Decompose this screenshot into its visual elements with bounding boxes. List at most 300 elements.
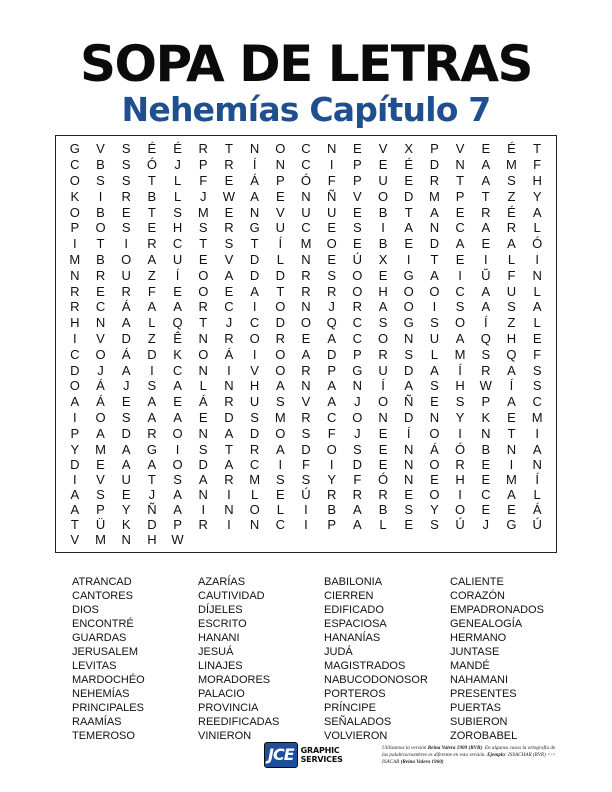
grid-cell[interactable]: É	[507, 204, 516, 220]
grid-cell[interactable]: R	[198, 517, 208, 532]
grid-cell[interactable]: C	[301, 141, 311, 157]
grid-cell[interactable]: E	[481, 472, 491, 487]
grid-cell[interactable]: A	[404, 378, 414, 394]
grid-cell[interactable]: U	[121, 267, 131, 283]
grid-cell[interactable]: Í	[381, 378, 385, 394]
grid-cell[interactable]: S	[121, 141, 131, 157]
grid-cell[interactable]: I	[458, 267, 462, 283]
grid-cell[interactable]: N	[404, 441, 414, 457]
grid-cell[interactable]: O	[69, 172, 80, 188]
grid-cell[interactable]: P	[70, 425, 80, 441]
grid-cell[interactable]: S	[121, 409, 131, 425]
grid-cell[interactable]: R	[198, 299, 208, 315]
grid-cell[interactable]: G	[403, 315, 414, 331]
grid-cell[interactable]: M	[506, 472, 517, 487]
grid-cell[interactable]: S	[481, 346, 491, 362]
grid-cell[interactable]: M	[95, 532, 106, 547]
grid-cell[interactable]: N	[404, 472, 414, 487]
grid-cell[interactable]: T	[147, 472, 156, 487]
grid-cell[interactable]: R	[198, 141, 208, 157]
grid-cell[interactable]: A	[121, 457, 131, 472]
grid-cell[interactable]: R	[326, 283, 337, 299]
grid-cell[interactable]: C	[249, 457, 260, 472]
grid-cell[interactable]: S	[147, 378, 157, 394]
grid-cell[interactable]: E	[378, 267, 388, 283]
grid-cell[interactable]: J	[354, 425, 361, 441]
grid-cell[interactable]: R	[301, 409, 311, 425]
grid-cell[interactable]: E	[327, 251, 336, 267]
grid-cell[interactable]: Í	[483, 315, 488, 331]
grid-cell[interactable]: N	[532, 457, 542, 472]
grid-cell[interactable]: O	[275, 299, 286, 315]
grid-cell[interactable]: D	[404, 362, 414, 378]
grid-cell[interactable]: O	[429, 487, 440, 502]
grid-cell[interactable]: V	[378, 141, 388, 157]
grid-cell[interactable]: O	[249, 502, 260, 517]
grid-cell[interactable]: E	[121, 487, 131, 502]
grid-cell[interactable]: N	[326, 141, 337, 157]
grid-cell[interactable]: T	[507, 425, 516, 441]
grid-cell[interactable]: A	[70, 487, 80, 502]
grid-cell[interactable]: Í	[406, 425, 411, 441]
grid-cell[interactable]: K	[121, 517, 131, 532]
grid-cell[interactable]: Ó	[300, 172, 312, 188]
grid-cell[interactable]: U	[429, 330, 440, 346]
grid-cell[interactable]: S	[198, 220, 208, 236]
grid-cell[interactable]: Z	[147, 267, 156, 283]
grid-cell[interactable]: P	[173, 517, 182, 532]
grid-cell[interactable]: Y	[121, 502, 131, 517]
grid-cell[interactable]: R	[224, 330, 234, 346]
grid-cell[interactable]: Ü	[95, 517, 106, 532]
grid-cell[interactable]: A	[173, 378, 182, 394]
grid-cell[interactable]: R	[326, 487, 337, 502]
grid-cell[interactable]: F	[533, 346, 542, 362]
grid-cell[interactable]: C	[481, 487, 491, 502]
grid-cell[interactable]: Ê	[173, 330, 182, 346]
grid-cell[interactable]: T	[199, 315, 208, 331]
grid-cell[interactable]: H	[532, 172, 542, 188]
grid-cell[interactable]: S	[404, 346, 414, 362]
grid-cell[interactable]: S	[275, 472, 285, 487]
grid-cell[interactable]: V	[96, 472, 105, 487]
grid-cell[interactable]: L	[533, 220, 541, 236]
grid-cell[interactable]: E	[455, 204, 465, 220]
grid-cell[interactable]: A	[147, 299, 157, 315]
grid-cell[interactable]: I	[509, 457, 514, 472]
grid-cell[interactable]: M	[197, 204, 209, 220]
grid-cell[interactable]: Ŭ	[481, 267, 491, 283]
grid-cell[interactable]: C	[95, 299, 106, 315]
grid-cell[interactable]: H	[249, 378, 260, 394]
grid-cell[interactable]: E	[275, 487, 285, 502]
grid-cell[interactable]: Í	[535, 472, 539, 487]
grid-cell[interactable]: R	[224, 394, 234, 410]
grid-cell[interactable]: E	[507, 409, 516, 425]
grid-cell[interactable]: Ñ	[147, 502, 157, 517]
grid-cell[interactable]: T	[147, 172, 156, 188]
grid-cell[interactable]: S	[224, 236, 234, 252]
grid-cell[interactable]: L	[379, 517, 387, 532]
grid-cell[interactable]: D	[249, 267, 260, 283]
grid-cell[interactable]: E	[455, 251, 465, 267]
grid-cell[interactable]: R	[301, 283, 311, 299]
grid-cell[interactable]: N	[95, 315, 106, 331]
grid-cell[interactable]: I	[201, 502, 206, 517]
grid-cell[interactable]: R	[455, 457, 465, 472]
grid-cell[interactable]: A	[430, 204, 439, 220]
grid-cell[interactable]: D	[352, 457, 363, 472]
grid-cell[interactable]: A	[173, 299, 182, 315]
grid-cell[interactable]: G	[249, 220, 260, 236]
grid-cell[interactable]: K	[481, 409, 491, 425]
grid-cell[interactable]: R	[121, 283, 131, 299]
grid-cell[interactable]: H	[378, 283, 388, 299]
grid-cell[interactable]: A	[147, 394, 157, 410]
grid-cell[interactable]: M	[300, 236, 312, 252]
grid-cell[interactable]: O	[95, 346, 106, 362]
grid-cell[interactable]: A	[301, 346, 311, 362]
grid-cell[interactable]: H	[172, 220, 183, 236]
grid-cell[interactable]: D	[275, 267, 285, 283]
grid-cell[interactable]: D	[429, 157, 440, 173]
grid-cell[interactable]: N	[301, 299, 311, 315]
grid-cell[interactable]: H	[70, 315, 80, 331]
grid-cell[interactable]: B	[96, 204, 105, 220]
grid-cell[interactable]: L	[251, 487, 259, 502]
grid-cell[interactable]: Y	[327, 472, 336, 487]
grid-cell[interactable]: T	[250, 236, 259, 252]
grid-cell[interactable]: E	[224, 283, 234, 299]
grid-cell[interactable]: A	[507, 236, 516, 252]
grid-cell[interactable]: H	[506, 330, 517, 346]
grid-cell[interactable]: A	[121, 362, 131, 378]
grid-cell[interactable]: Á	[224, 346, 234, 362]
grid-cell[interactable]: E	[507, 502, 516, 517]
grid-cell[interactable]: R	[249, 441, 260, 457]
grid-cell[interactable]: E	[198, 409, 208, 425]
grid-cell[interactable]: L	[173, 172, 182, 188]
grid-cell[interactable]: L	[430, 346, 439, 362]
grid-cell[interactable]: E	[96, 283, 105, 299]
grid-cell[interactable]: E	[481, 502, 491, 517]
grid-cell[interactable]: O	[377, 330, 389, 346]
grid-cell[interactable]: F	[327, 172, 336, 188]
grid-cell[interactable]: O	[377, 188, 389, 204]
grid-cell[interactable]: I	[535, 425, 539, 441]
grid-cell[interactable]: W	[222, 188, 236, 204]
grid-cell[interactable]: A	[532, 204, 542, 220]
grid-cell[interactable]: P	[353, 172, 362, 188]
grid-cell[interactable]: P	[353, 346, 362, 362]
grid-cell[interactable]: I	[381, 220, 385, 236]
grid-cell[interactable]: O	[377, 394, 389, 410]
grid-cell[interactable]: V	[275, 204, 285, 220]
grid-cell[interactable]: I	[73, 409, 77, 425]
grid-cell[interactable]: I	[329, 457, 334, 472]
grid-cell[interactable]: U	[275, 220, 285, 236]
grid-cell[interactable]: A	[121, 441, 131, 457]
grid-cell[interactable]: I	[73, 236, 77, 252]
grid-cell[interactable]: N	[481, 425, 491, 441]
grid-cell[interactable]: I	[150, 362, 154, 378]
grid-cell[interactable]: O	[172, 457, 183, 472]
grid-cell[interactable]: J	[354, 394, 361, 410]
grid-cell[interactable]: P	[275, 172, 285, 188]
grid-cell[interactable]: S	[430, 517, 439, 532]
grid-cell[interactable]: Á	[198, 394, 208, 410]
grid-cell[interactable]: S	[507, 172, 516, 188]
grid-cell[interactable]: O	[95, 409, 106, 425]
grid-cell[interactable]: N	[198, 487, 208, 502]
grid-cell[interactable]: D	[429, 236, 440, 252]
grid-cell[interactable]: O	[429, 283, 440, 299]
grid-cell[interactable]: D	[404, 409, 414, 425]
grid-cell[interactable]: P	[96, 502, 105, 517]
grid-cell[interactable]: N	[455, 157, 465, 173]
grid-cell[interactable]: A	[224, 457, 234, 472]
grid-cell[interactable]: N	[224, 502, 234, 517]
grid-cell[interactable]: V	[353, 188, 362, 204]
grid-cell[interactable]: M	[249, 472, 261, 487]
grid-cell[interactable]: L	[533, 487, 541, 502]
grid-cell[interactable]: T	[70, 517, 79, 532]
grid-cell[interactable]: O	[403, 299, 414, 315]
grid-cell[interactable]: A	[455, 330, 465, 346]
grid-cell[interactable]: P	[353, 157, 362, 173]
grid-cell[interactable]: O	[69, 378, 80, 394]
grid-cell[interactable]: O	[275, 141, 286, 157]
grid-cell[interactable]: O	[455, 502, 466, 517]
grid-cell[interactable]: N	[301, 378, 311, 394]
grid-cell[interactable]: V	[224, 251, 234, 267]
grid-cell[interactable]: D	[326, 346, 337, 362]
grid-cell[interactable]: T	[224, 141, 233, 157]
grid-cell[interactable]: Í	[458, 362, 462, 378]
grid-cell[interactable]: Ú	[532, 517, 542, 532]
grid-cell[interactable]: E	[378, 441, 388, 457]
grid-cell[interactable]: I	[304, 517, 308, 532]
grid-cell[interactable]: I	[329, 157, 334, 173]
grid-cell[interactable]: J	[174, 157, 181, 173]
grid-cell[interactable]: G	[352, 362, 363, 378]
grid-cell[interactable]: S	[378, 315, 388, 331]
grid-cell[interactable]: R	[70, 299, 80, 315]
grid-cell[interactable]: A	[96, 425, 105, 441]
grid-cell[interactable]: M	[95, 441, 106, 457]
grid-cell[interactable]: E	[404, 236, 414, 252]
grid-cell[interactable]: C	[326, 409, 337, 425]
grid-cell[interactable]: A	[327, 394, 336, 410]
grid-cell[interactable]: H	[455, 472, 465, 487]
grid-cell[interactable]: Á	[121, 299, 131, 315]
grid-cell[interactable]: O	[403, 283, 414, 299]
grid-cell[interactable]: N	[429, 409, 440, 425]
grid-cell[interactable]: N	[198, 362, 208, 378]
grid-cell[interactable]: V	[70, 532, 80, 547]
grid-cell[interactable]: O	[455, 315, 466, 331]
grid-cell[interactable]: D	[147, 346, 157, 362]
grid-cell[interactable]: S	[173, 204, 182, 220]
grid-cell[interactable]: A	[481, 283, 491, 299]
grid-cell[interactable]: P	[327, 362, 336, 378]
grid-cell[interactable]: N	[198, 425, 208, 441]
grid-cell[interactable]: A	[532, 299, 542, 315]
grid-cell[interactable]: D	[249, 251, 260, 267]
grid-cell[interactable]: S	[430, 378, 439, 394]
grid-cell[interactable]: E	[378, 425, 388, 441]
grid-cell[interactable]: S	[507, 299, 516, 315]
grid-cell[interactable]: R	[147, 236, 157, 252]
grid-cell[interactable]: M	[506, 157, 517, 173]
grid-cell[interactable]: P	[198, 157, 208, 173]
grid-cell[interactable]: Í	[509, 378, 514, 394]
grid-cell[interactable]: Ñ	[404, 394, 414, 410]
grid-cell[interactable]: B	[378, 236, 388, 252]
grid-cell[interactable]: I	[252, 346, 257, 362]
grid-cell[interactable]: S	[353, 220, 362, 236]
grid-cell[interactable]: S	[455, 394, 465, 410]
grid-cell[interactable]: P	[327, 517, 336, 532]
grid-cell[interactable]: N	[404, 330, 414, 346]
grid-cell[interactable]: S	[532, 362, 542, 378]
grid-cell[interactable]: E	[481, 141, 491, 157]
grid-cell[interactable]: É	[404, 157, 414, 173]
grid-cell[interactable]: U	[326, 204, 337, 220]
grid-cell[interactable]: V	[455, 141, 465, 157]
grid-cell[interactable]: Ñ	[326, 188, 337, 204]
grid-cell[interactable]: O	[275, 346, 286, 362]
grid-cell[interactable]: N	[301, 251, 311, 267]
grid-cell[interactable]: E	[430, 394, 439, 410]
grid-cell[interactable]: R	[378, 346, 388, 362]
grid-cell[interactable]: I	[406, 251, 411, 267]
grid-cell[interactable]: C	[455, 283, 465, 299]
grid-cell[interactable]: A	[121, 315, 131, 331]
grid-cell[interactable]: T	[430, 251, 439, 267]
grid-cell[interactable]: A	[224, 267, 234, 283]
grid-cell[interactable]: J	[97, 362, 104, 378]
grid-cell[interactable]: B	[147, 188, 157, 204]
grid-cell[interactable]: B	[481, 441, 491, 457]
grid-cell[interactable]: N	[532, 267, 542, 283]
grid-cell[interactable]: O	[275, 425, 286, 441]
grid-cell[interactable]: R	[224, 472, 234, 487]
grid-cell[interactable]: N	[506, 441, 517, 457]
grid-cell[interactable]: S	[121, 157, 131, 173]
grid-cell[interactable]: A	[404, 220, 414, 236]
grid-cell[interactable]: S	[275, 394, 285, 410]
grid-cell[interactable]: H	[455, 378, 465, 394]
grid-cell[interactable]: R	[301, 362, 311, 378]
grid-cell[interactable]: E	[378, 457, 388, 472]
grid-cell[interactable]: D	[198, 457, 208, 472]
grid-cell[interactable]: Z	[507, 315, 516, 331]
grid-cell[interactable]: C	[455, 220, 465, 236]
grid-cell[interactable]: R	[301, 267, 311, 283]
grid-cell[interactable]: W	[171, 532, 184, 547]
grid-cell[interactable]: G	[69, 141, 80, 157]
grid-cell[interactable]: S	[301, 472, 311, 487]
grid-cell[interactable]: U	[301, 204, 311, 220]
grid-cell[interactable]: L	[276, 502, 284, 517]
grid-cell[interactable]: E	[532, 330, 542, 346]
grid-cell[interactable]: Y	[455, 409, 465, 425]
grid-cell[interactable]: U	[506, 283, 517, 299]
grid-cell[interactable]: K	[70, 188, 80, 204]
letter-grid[interactable]	[55, 135, 557, 553]
grid-cell[interactable]: Z	[147, 330, 156, 346]
grid-cell[interactable]: A	[250, 283, 259, 299]
grid-cell[interactable]: J	[225, 315, 233, 331]
grid-cell[interactable]: N	[249, 141, 260, 157]
grid-cell[interactable]: J	[200, 188, 207, 204]
grid-cell[interactable]: C	[301, 157, 311, 173]
grid-cell[interactable]: F	[533, 157, 542, 173]
grid-cell[interactable]: I	[535, 251, 539, 267]
grid-cell[interactable]: R	[429, 172, 440, 188]
grid-cell[interactable]: R	[121, 188, 131, 204]
grid-cell[interactable]: E	[481, 457, 491, 472]
grid-cell[interactable]: E	[353, 141, 362, 157]
grid-cell[interactable]: S	[404, 502, 414, 517]
grid-cell[interactable]: Ó	[455, 441, 466, 457]
grid-cell[interactable]: C	[70, 157, 80, 173]
grid-cell[interactable]: A	[70, 394, 80, 410]
grid-cell[interactable]: Ó	[377, 472, 389, 487]
grid-cell[interactable]: E	[353, 204, 362, 220]
grid-cell[interactable]: A	[481, 172, 491, 188]
grid-cell[interactable]: O	[249, 330, 260, 346]
grid-cell[interactable]: Z	[507, 188, 516, 204]
grid-cell[interactable]: V	[96, 141, 105, 157]
grid-cell[interactable]: A	[224, 425, 234, 441]
grid-cell[interactable]: N	[404, 457, 414, 472]
grid-cell[interactable]: I	[278, 457, 283, 472]
grid-cell[interactable]: O	[326, 236, 337, 252]
grid-cell[interactable]: N	[429, 220, 440, 236]
grid-cell[interactable]: R	[481, 362, 491, 378]
grid-cell[interactable]: Ú	[455, 517, 465, 532]
grid-cell[interactable]: E	[147, 220, 157, 236]
grid-cell[interactable]: B	[378, 502, 388, 517]
grid-cell[interactable]: A	[173, 409, 182, 425]
grid-cell[interactable]: O	[198, 283, 209, 299]
grid-cell[interactable]: S	[121, 220, 131, 236]
grid-cell[interactable]: O	[69, 204, 80, 220]
grid-cell[interactable]: O	[172, 425, 183, 441]
grid-cell[interactable]: I	[252, 299, 257, 315]
grid-cell[interactable]: I	[458, 487, 462, 502]
grid-cell[interactable]: X	[404, 141, 414, 157]
grid-cell[interactable]: Q	[506, 346, 517, 362]
grid-cell[interactable]: C	[70, 346, 80, 362]
grid-cell[interactable]: M	[428, 188, 440, 204]
grid-cell[interactable]: A	[327, 330, 336, 346]
grid-cell[interactable]: R	[70, 283, 80, 299]
grid-cell[interactable]: R	[95, 267, 106, 283]
grid-cell[interactable]: C	[172, 362, 183, 378]
grid-cell[interactable]: R	[275, 330, 285, 346]
grid-cell[interactable]: T	[481, 188, 490, 204]
grid-cell[interactable]: A	[275, 441, 285, 457]
grid-cell[interactable]: S	[96, 487, 105, 502]
grid-cell[interactable]: S	[353, 441, 362, 457]
grid-cell[interactable]: G	[146, 441, 157, 457]
grid-cell[interactable]: M	[531, 409, 543, 425]
grid-cell[interactable]: K	[173, 346, 182, 362]
grid-cell[interactable]: T	[276, 283, 285, 299]
